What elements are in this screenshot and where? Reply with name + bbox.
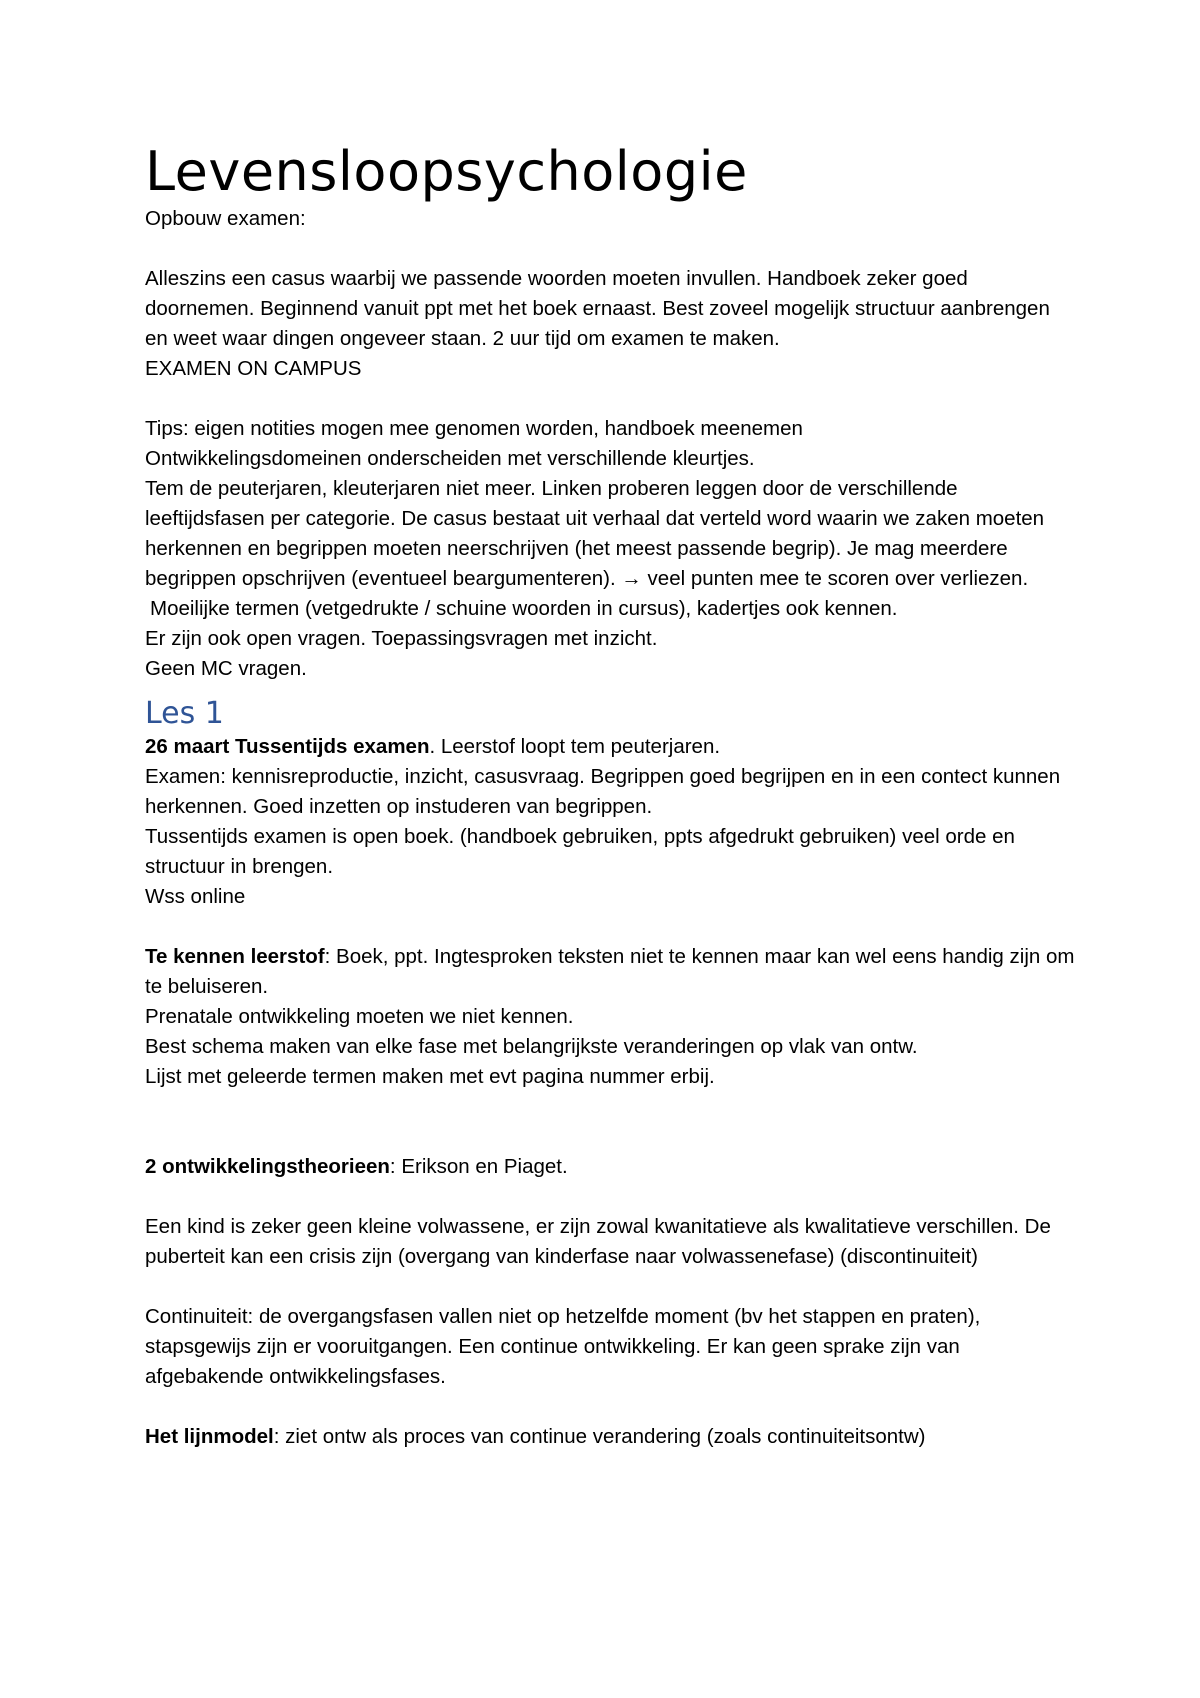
- spacer: [145, 1092, 1075, 1122]
- les1-line-1: [145, 732, 1075, 762]
- theories-rest: : Erikson en Piaget.: [389, 1155, 568, 1178]
- tips-line-5: Er zijn ook open vragen. Toepassingsvragen met inzicht.: [145, 627, 658, 650]
- spacer: [145, 1392, 1075, 1422]
- theories-bold: 2 ontwikkelingstheorieen: [145, 1155, 390, 1178]
- exam-structure-subtitle: Opbouw examen:: [145, 207, 306, 230]
- leerstof-line-4: Lijst met geleerde termen maken met evt pagina nummer erbij.: [145, 1065, 715, 1088]
- leerstof-line-3: Best schema maken van elke fase met belangrijkste veranderingen op vlak van ontw.: [145, 1035, 918, 1058]
- exam-date-bold: 26 maart Tussentijds examen: [145, 735, 430, 758]
- les1-line-3: Tussentijds examen is open boek. (handboek gebruiken, ppts afgedrukt gebruiken) veel orde en structuur in brengen.: [145, 825, 1015, 878]
- tips-line-2: Ontwikkelingsdomeinen onderscheiden met verschillende kleurtjes.: [145, 447, 755, 470]
- exam-date-rest: . Leerstof loopt tem peuterjaren.: [429, 735, 721, 758]
- continuity-paragraph: Continuiteit: de overgangsfasen vallen niet op hetzelfde moment (bv het stappen en praten), stapsgewijs zijn er vooruitgangen. Een continue ontwikkeling. Er kan geen sprake zijn van afgebakende ontwikkelingsfases.: [145, 1305, 981, 1388]
- exam-location-note: EXAMEN ON CAMPUS: [145, 357, 362, 380]
- leerstof-bold: Te kennen leerstof: [145, 945, 325, 968]
- child-paragraph: Een kind is zeker geen kleine volwassene, er zijn zowal kwanitatieve als kwalitatieve verschillen. De puberteit kan een crisis zijn (overgang van kinderfase naar volwassenefase) (discontinuiteit): [145, 1215, 1051, 1268]
- spacer: [145, 1182, 1075, 1212]
- line-model-rest: : ziet ontw als proces van continue verandering (zoals continuiteitsontw): [273, 1425, 926, 1448]
- spacer: [145, 384, 1075, 414]
- line-model-bold: Het lijnmodel: [145, 1425, 274, 1448]
- line-model-paragraph: [145, 1422, 1075, 1452]
- spacer: [145, 1122, 1075, 1152]
- leerstof-line-2: Prenatale ontwikkeling moeten we niet kennen.: [145, 1005, 574, 1028]
- section-heading-les-1: Les 1: [145, 696, 224, 731]
- spacer: [145, 1272, 1075, 1302]
- document-page: [145, 140, 1075, 1452]
- spacer: [145, 234, 1075, 264]
- spacer: [145, 684, 1075, 696]
- leerstof-line-1: [145, 942, 1075, 1002]
- theories-line: [145, 1152, 1075, 1182]
- tips-line-6: Geen MC vragen.: [145, 657, 307, 680]
- document-title: Levensloopsychologie: [145, 140, 748, 203]
- tips-line-3: Tem de peuterjaren, kleuterjaren niet meer. Linken proberen leggen door de verschillende leeftijdsfasen per categorie. De casus bestaat uit verhaal dat verteld word waarin we zaken moeten herkennen en begrippen moeten neerschrijven (het meest passende begrip). Je mag meerdere begrippen opschrijven (eventueel beargumenteren). → veel punten mee te scoren over verliezen.: [145, 477, 1045, 590]
- intro-paragraph: Alleszins een casus waarbij we passende woorden moeten invullen. Handboek zeker goed doornemen. Beginnend vanuit ppt met het boek ernaast. Best zoveel mogelijk structuur aanbrengen en weet waar dingen ongeveer staan. 2 uur tijd om examen te maken.: [145, 267, 1050, 350]
- tips-line-1: Tips: eigen notities mogen mee genomen worden, handboek meenemen: [145, 417, 803, 440]
- les1-line-2: Examen: kennisreproductie, inzicht, casusvraag. Begrippen goed begrijpen en in een contect kunnen herkennen. Goed inzetten op instuderen van begrippen.: [145, 765, 1061, 818]
- leerstof-rest: : Boek, ppt. Ingtesproken teksten niet te kennen maar kan wel eens handig zijn om te beluiseren.: [145, 945, 1075, 998]
- spacer: [145, 912, 1075, 942]
- les1-line-4: Wss online: [145, 885, 246, 908]
- tips-line-4: Moeilijke termen (vetgedrukte / schuine woorden in cursus), kadertjes ook kennen.: [150, 597, 898, 620]
